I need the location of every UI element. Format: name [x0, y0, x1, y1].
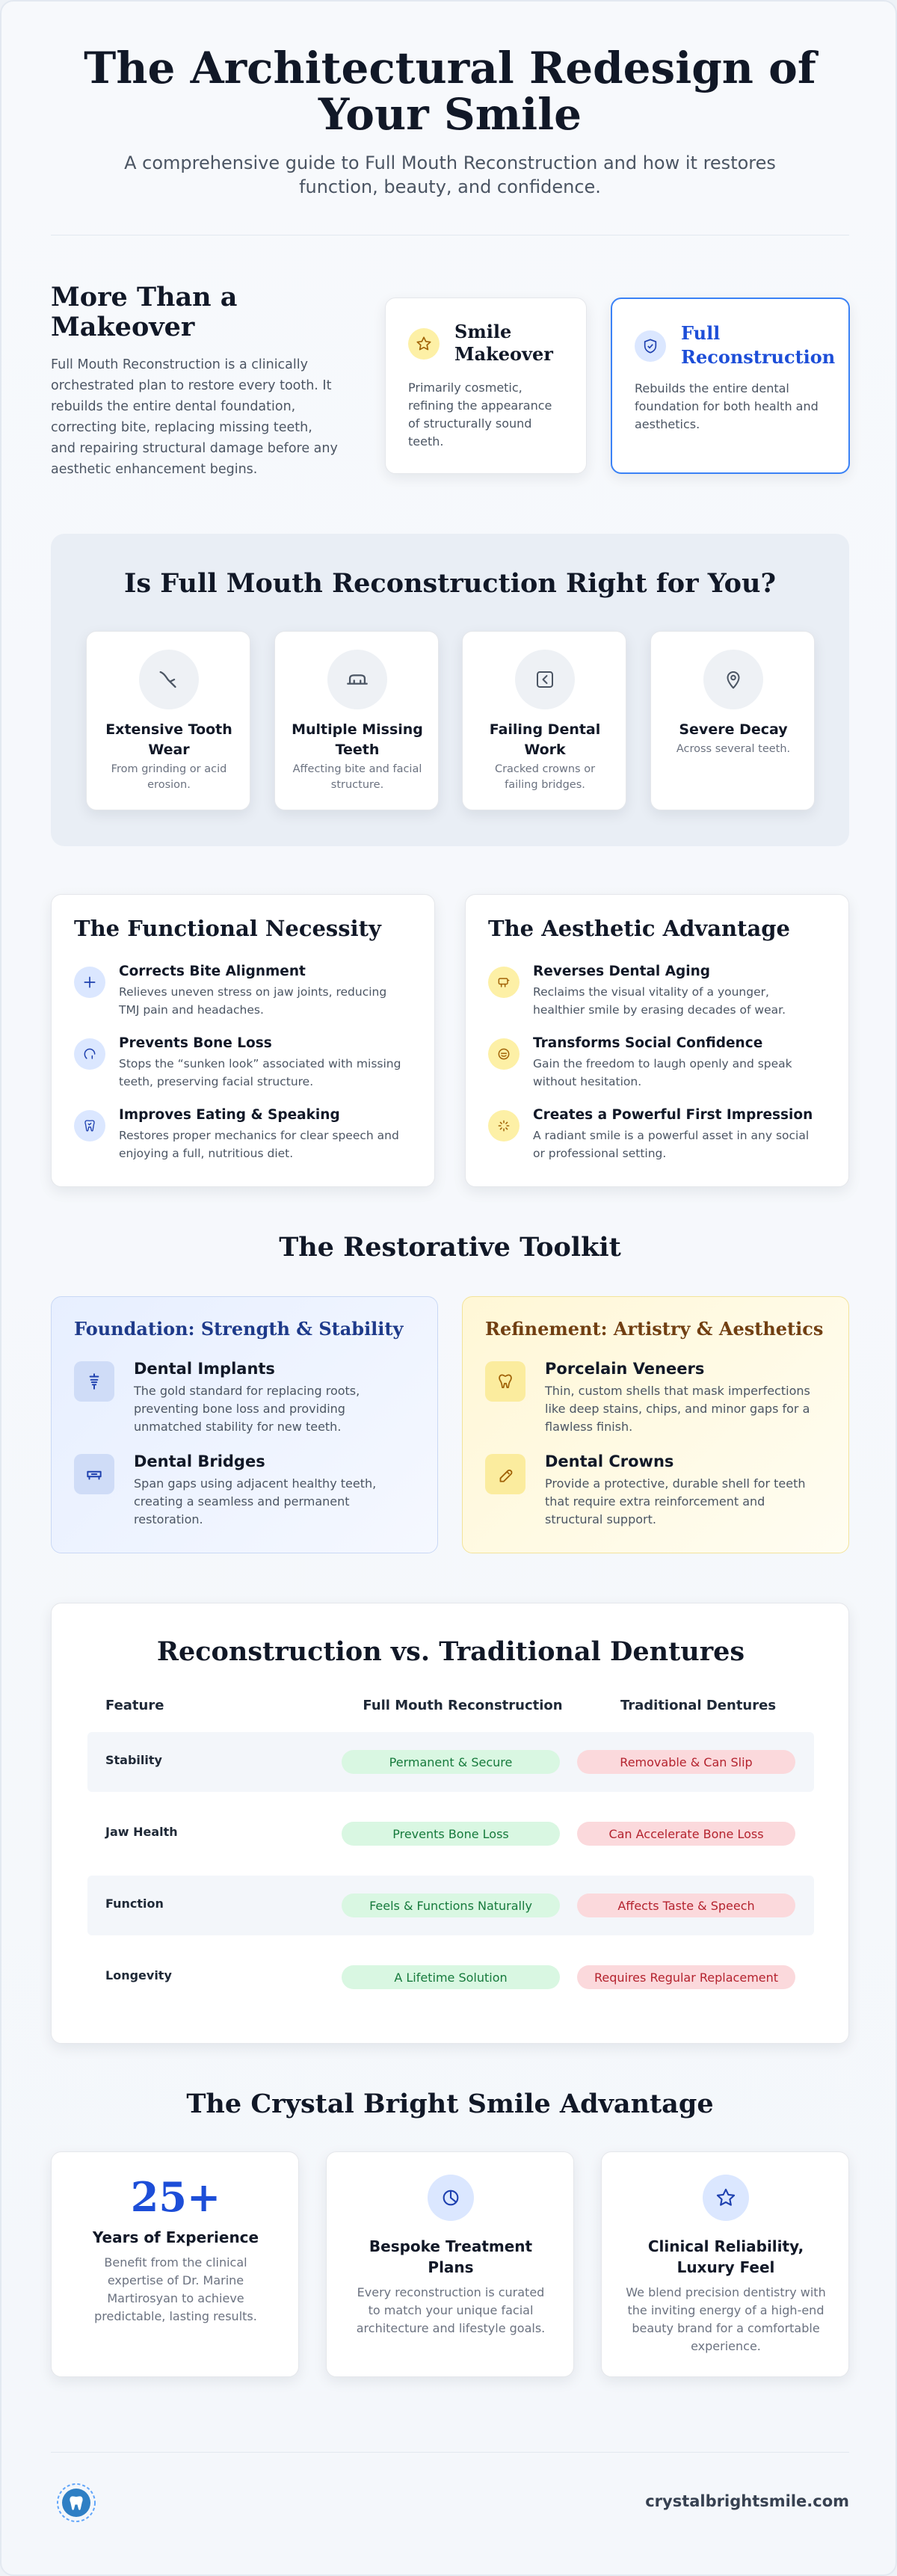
condition-card-missing-teeth — [274, 631, 439, 810]
toolkit-item-desc-line: structural support. — [545, 1512, 656, 1526]
smile-face-icon — [488, 1038, 520, 1070]
row-feature: Longevity — [105, 1968, 172, 1982]
condition-title — [463, 720, 627, 760]
condition-desc-line: erosion. — [147, 779, 191, 791]
advantage-card-title — [327, 2236, 575, 2278]
pie-chart-icon — [428, 2175, 474, 2221]
crown-icon — [485, 1454, 525, 1494]
shield-icon — [635, 330, 666, 362]
toolkit-item-desc-line: flawless finish. — [545, 1420, 633, 1434]
functional-item-desc-line: enjoying a full, nutritious diet. — [119, 1147, 294, 1160]
dentures-pill: Removable & Can Slip — [577, 1750, 795, 1774]
advantage-card-experience — [51, 2151, 299, 2377]
broken-crown-icon — [515, 650, 575, 709]
condition-card-tooth-wear — [86, 631, 250, 810]
functional-item-desc — [119, 983, 386, 1019]
makeover-heading-line-2: Makeover — [51, 312, 195, 342]
makeover-body-line: aesthetic enhancement begins. — [51, 462, 258, 477]
functional-item-desc-line: Stops the “sunken look” associated with missing — [119, 1057, 401, 1070]
subtitle-line-1: A comprehensive guide to Full Mouth Reconstruction and how it restores — [124, 152, 776, 173]
page-subtitle — [1, 151, 897, 199]
footer-site-link[interactable]: crystalbrightsmile.com — [645, 2492, 849, 2510]
row-feature: Jaw Health — [105, 1825, 178, 1839]
condition-title-line: Multiple Missing — [292, 721, 423, 738]
condition-title-line: Wear — [148, 742, 190, 758]
reconstruction-pill: A Lifetime Solution — [342, 1965, 560, 1989]
makeover-heading — [51, 283, 237, 342]
makeover-body-line: rebuilds the entire dental foundation, — [51, 399, 296, 414]
page-title-line-2: Your Smile — [318, 89, 582, 140]
subtitle-line-2: function, beauty, and confidence. — [299, 176, 601, 197]
full-reconstruction-title-line: Full — [681, 322, 721, 344]
smile-makeover-title-line: Makeover — [454, 343, 553, 365]
smile-makeover-card — [385, 298, 587, 474]
toolkit-item-desc — [545, 1475, 806, 1529]
toolkit-title: The Restorative Toolkit — [279, 1232, 621, 1263]
smile-makeover-desc-line: of structurally sound — [408, 416, 532, 431]
smile-makeover-title — [454, 321, 553, 366]
smile-makeover-desc-line: Primarily cosmetic, — [408, 380, 523, 395]
column-header-feature: Feature — [105, 1698, 164, 1713]
smile-makeover-desc-line: refining the appearance — [408, 398, 552, 413]
functional-item-title: Prevents Bone Loss — [119, 1035, 272, 1051]
advantage-card-title — [602, 2236, 850, 2278]
functional-item-desc-line: teeth, preserving facial structure. — [119, 1075, 314, 1088]
condition-desc — [275, 762, 440, 793]
toolkit-item-desc-line: like deep stains, chips, and minor gaps for a — [545, 1402, 810, 1416]
toolkit-item-desc — [134, 1475, 376, 1529]
table-row — [87, 1876, 814, 1935]
foundation-title: Foundation: Strength & Stability — [74, 1318, 404, 1340]
column-header-dentures: Traditional Dentures — [620, 1698, 777, 1713]
full-reconstruction-desc-line: foundation for both health and — [635, 399, 819, 413]
years-number: 25+ — [130, 2173, 221, 2221]
functional-item-title: Improves Eating & Speaking — [119, 1107, 340, 1123]
smile-makeover-desc-line: teeth. — [408, 434, 444, 449]
functional-card — [51, 894, 435, 1187]
comparison-title: Reconstruction vs. Traditional Dentures — [156, 1636, 745, 1667]
row-feature: Function — [105, 1896, 164, 1911]
reconstruction-pill: Feels & Functions Naturally — [342, 1894, 560, 1917]
right-for-you-title: Is Full Mouth Reconstruction Right for You? — [124, 568, 776, 599]
rewind-icon — [488, 967, 520, 998]
aesthetic-item-title: Transforms Social Confidence — [533, 1035, 763, 1051]
functional-item-desc-line: TMJ pain and headaches. — [119, 1003, 264, 1017]
makeover-body-line: Full Mouth Reconstruction is a clinically — [51, 357, 308, 372]
smile-makeover-title-line: Smile — [454, 321, 512, 342]
plus-icon — [74, 967, 105, 998]
bridge-icon — [74, 1454, 114, 1494]
advantage-card-desc-line: expertise of Dr. Marine — [107, 2273, 244, 2287]
toolkit-item-desc — [545, 1382, 810, 1436]
condition-desc-line: failing bridges. — [505, 779, 585, 791]
functional-item-desc — [119, 1055, 401, 1091]
implant-icon — [74, 1361, 114, 1402]
aesthetic-item-desc-line: A radiant smile is a powerful asset in any social — [533, 1129, 810, 1142]
makeover-body — [51, 354, 338, 480]
toolkit-item-desc-line: Thin, custom shells that mask imperfections — [545, 1384, 810, 1398]
advantage-card-desc-line: predictable, lasting results. — [94, 2309, 257, 2323]
condition-title-line: Teeth — [335, 742, 380, 758]
column-header-reconstruction: Full Mouth Reconstruction — [363, 1698, 563, 1713]
condition-title-line: Severe Decay — [679, 721, 788, 738]
gap-icon — [327, 650, 387, 709]
reconstruction-pill: Prevents Bone Loss — [342, 1822, 560, 1846]
makeover-heading-line-1: More Than a — [51, 282, 238, 312]
advantage-card-desc-line: to match your unique facial — [368, 2303, 534, 2317]
advantage-card-desc-line: experience. — [691, 2339, 761, 2353]
worn-tooth-icon — [139, 650, 199, 709]
refinement-panel — [462, 1296, 849, 1553]
advantage-card-desc-line: Benefit from the clinical — [104, 2255, 247, 2270]
functional-item-desc — [119, 1127, 399, 1162]
makeover-body-line: and repairing structural damage before any — [51, 441, 338, 456]
aesthetic-item-desc-line: or professional setting. — [533, 1147, 667, 1160]
full-reconstruction-desc — [635, 380, 819, 434]
condition-desc — [463, 762, 627, 793]
advantage-card-title-line: Plans — [428, 2258, 474, 2276]
jaw-icon — [74, 1038, 105, 1070]
aesthetic-item-desc — [533, 1127, 809, 1162]
condition-desc-line: Affecting bite and facial — [292, 763, 422, 775]
advantage-card-desc-line: architecture and lifestyle goals. — [356, 2321, 546, 2335]
smile-makeover-desc — [408, 379, 552, 451]
dentures-pill: Requires Regular Replacement — [577, 1965, 795, 1989]
toolkit-item-desc — [134, 1382, 360, 1436]
full-reconstruction-title-line: Reconstruction — [681, 346, 836, 368]
condition-title — [87, 720, 251, 760]
advantage-card-desc-line: We blend precision dentistry with — [626, 2285, 826, 2299]
toolkit-item-title: Dental Bridges — [134, 1452, 265, 1470]
toolkit-item-title: Porcelain Veneers — [545, 1360, 705, 1378]
condition-card-failing-work — [462, 631, 626, 810]
toolkit-item-desc-line: that require extra reinforcement and — [545, 1494, 765, 1509]
aesthetic-item-title: Reverses Dental Aging — [533, 964, 711, 979]
toolkit-item-title: Dental Implants — [134, 1360, 275, 1378]
makeover-body-line: orchestrated plan to restore every tooth. It — [51, 378, 332, 393]
advantage-title: The Crystal Bright Smile Advantage — [186, 2089, 714, 2119]
page-title — [1, 45, 897, 138]
full-reconstruction-card — [611, 298, 850, 474]
toolkit-item-desc-line: preventing bone loss and providing — [134, 1402, 345, 1416]
aesthetic-card — [465, 894, 849, 1187]
condition-title-line: Failing Dental — [489, 721, 601, 738]
condition-desc — [87, 762, 251, 793]
row-feature: Stability — [105, 1753, 162, 1767]
condition-desc-line: Across several teeth. — [676, 743, 791, 755]
advantage-card-desc-line: the inviting energy of a high-end — [627, 2303, 824, 2317]
footer-divider — [51, 2452, 849, 2453]
condition-desc-line: Cracked crowns or — [494, 763, 596, 775]
functional-title: The Functional Necessity — [74, 916, 381, 941]
advantage-card-title: Years of Experience — [92, 2228, 259, 2246]
star-icon — [408, 328, 440, 360]
aesthetic-item-desc-line: Reclaims the visual vitality of a younger, — [533, 985, 769, 999]
condition-desc — [651, 742, 816, 757]
dentures-pill: Affects Taste & Speech — [577, 1894, 795, 1917]
functional-item-title: Corrects Bite Alignment — [119, 964, 306, 979]
advantage-card-desc-line: beauty brand for a comfortable — [632, 2321, 820, 2335]
dentures-pill: Can Accelerate Bone Loss — [577, 1822, 795, 1846]
advantage-card-reliability — [601, 2151, 849, 2377]
advantage-card-desc — [327, 2284, 575, 2338]
comparison-card — [51, 1603, 849, 2044]
condition-desc-line: structure. — [330, 779, 384, 791]
toolkit-item-desc-line: Span gaps using adjacent healthy teeth, — [134, 1476, 377, 1491]
veneer-icon — [485, 1361, 525, 1402]
condition-title — [651, 720, 816, 740]
table-row — [87, 1732, 814, 1792]
toolkit-item-desc-line: unmatched stability for new teeth. — [134, 1420, 342, 1434]
full-reconstruction-desc-line: aesthetics. — [635, 417, 700, 431]
condition-desc-line: From grinding or acid — [111, 763, 227, 775]
advantage-card-bespoke — [326, 2151, 574, 2377]
tooth-logo[interactable] — [55, 2482, 97, 2524]
table-row — [87, 1947, 814, 2007]
tooth-check-icon — [74, 1110, 105, 1141]
condition-card-severe-decay — [650, 631, 815, 810]
functional-item-desc-line: Restores proper mechanics for clear speech and — [119, 1129, 399, 1142]
table-row — [87, 1804, 814, 1864]
full-reconstruction-title — [681, 321, 835, 369]
advantage-card-desc — [602, 2284, 850, 2355]
advantage-card-desc — [52, 2254, 300, 2326]
advantage-card-title-line: Bespoke Treatment — [369, 2237, 533, 2255]
sparkle-icon — [488, 1110, 520, 1141]
toolkit-item-desc-line: The gold standard for replacing roots, — [134, 1384, 360, 1398]
full-reconstruction-desc-line: Rebuilds the entire dental — [635, 381, 789, 395]
aesthetic-item-desc-line: healthier smile by erasing decades of wear. — [533, 1003, 786, 1017]
aesthetic-item-desc — [533, 1055, 792, 1091]
reconstruction-pill: Permanent & Secure — [342, 1750, 560, 1774]
functional-item-desc-line: Relieves uneven stress on jaw joints, reducing — [119, 985, 387, 999]
toolkit-item-desc-line: creating a seamless and permanent — [134, 1494, 350, 1509]
condition-title — [275, 720, 440, 760]
foundation-panel — [51, 1296, 438, 1553]
decay-pin-icon — [703, 650, 763, 709]
aesthetic-title: The Aesthetic Advantage — [488, 916, 791, 941]
refinement-title: Refinement: Artistry & Aesthetics — [485, 1318, 824, 1340]
advantage-card-title-line: Clinical Reliability, — [647, 2237, 804, 2255]
advantage-card-desc-line: Martirosyan to achieve — [107, 2291, 244, 2305]
advantage-card-title-line: Luxury Feel — [676, 2258, 775, 2276]
advantage-card-desc-line: Every reconstruction is curated — [357, 2285, 545, 2299]
condition-title-line: Work — [524, 742, 566, 758]
star-outline-icon — [703, 2175, 749, 2221]
aesthetic-item-title: Creates a Powerful First Impression — [533, 1107, 813, 1123]
aesthetic-item-desc-line: Gain the freedom to laugh openly and speak — [533, 1057, 792, 1070]
page-title-line-1: The Architectural Redesign of — [84, 43, 816, 93]
aesthetic-item-desc — [533, 983, 786, 1019]
toolkit-item-desc-line: restoration. — [134, 1512, 203, 1526]
aesthetic-item-desc-line: without hesitation. — [533, 1075, 642, 1088]
toolkit-item-title: Dental Crowns — [545, 1452, 674, 1470]
makeover-body-line: correcting bite, replacing missing teeth, — [51, 420, 312, 435]
condition-title-line: Extensive Tooth — [105, 721, 232, 738]
toolkit-item-desc-line: Provide a protective, durable shell for teeth — [545, 1476, 806, 1491]
